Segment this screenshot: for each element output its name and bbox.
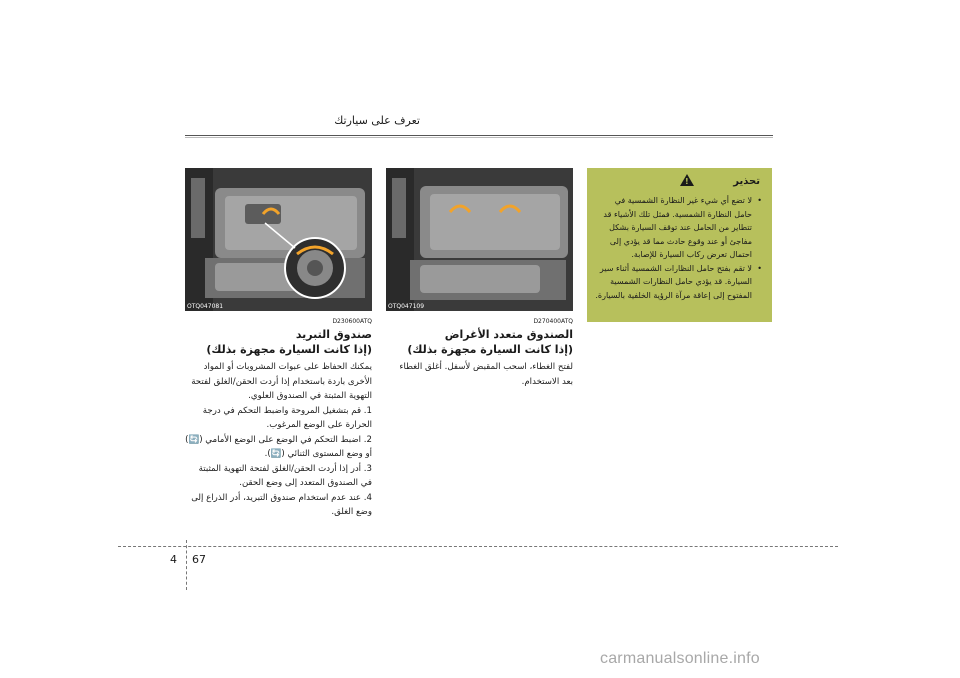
header-rule xyxy=(185,135,773,136)
cooling-box-step: 4. عند عدم استخدام صندوق التبريد، أدر الذراع إلى وضع الغلق. xyxy=(191,492,372,517)
watermark: carmanualsonline.info xyxy=(600,650,760,667)
warning-triangle-icon: ! xyxy=(680,174,694,186)
cooling-box-body xyxy=(185,360,372,520)
section-code: D230600ATQ xyxy=(332,318,372,325)
cooling-box-title-line2: (إذا كانت السيارة مجهزة بذلك) xyxy=(206,343,372,356)
caution-bullet: • لا تقم بفتح حامل النظارات الشمسية أثناء سير السيارة. قد يؤدي حامل النظارات الشمسية المفتوح إلى إعاقة مرآة الرؤية الخلفية بالسيارة. xyxy=(595,262,762,303)
chapter-header-title: تعرف على سيارتك xyxy=(334,114,420,127)
multipurpose-box-title-line1: الصندوق متعدد الأغراض xyxy=(444,328,573,341)
cooling-box-photo xyxy=(185,168,372,311)
cooling-box-title-line1: صندوق التبريد xyxy=(295,328,372,341)
chapter-number: 4 xyxy=(170,553,177,566)
cooling-box-title xyxy=(185,327,372,357)
caution-heading: تحذير xyxy=(733,176,760,187)
page-number: 67 xyxy=(192,553,206,566)
multipurpose-box-photo xyxy=(386,168,573,311)
section-code: D270400ATQ xyxy=(533,318,573,325)
photo-code-label: OTQ047081 xyxy=(187,303,224,310)
cooling-box-step: 2. اضبط التحكم في الوضع على الوضع الأمامي (🔄) أو وضع المستوى الثنائي (🔄). xyxy=(185,434,372,459)
cooling-box-step: 1. قم بتشغيل المروحة واضبط التحكم في درجة الحرارة على الوضع المرغوب. xyxy=(202,405,372,430)
multipurpose-box-illustration xyxy=(386,168,573,311)
cooling-box-intro: يمكنك الحفاظ على عبوات المشروبات أو المواد الأخرى باردة باستخدام إذا أردت الحقن/الغلق لفتحة التهوية المثبتة في الصندوق العلوي. xyxy=(191,362,372,401)
cooling-box-steps xyxy=(185,404,372,520)
multipurpose-box-body: لفتح الغطاء، اسحب المقبض لأسفل. أغلق الغطاء بعد الاستخدام. xyxy=(399,362,573,387)
multipurpose-box-title xyxy=(386,327,573,357)
caution-box xyxy=(587,168,772,322)
caution-bullet: • لا تضع أي شيء غير النظارة الشمسية في حامل النظارة الشمسية. فمثل تلك الأشياء قد تتطاير من الحامل عند توقف السيارة بشكل مفاجئ أو عند وقوع حادث مما قد يؤدي إلى احتمال تعرض ركاب السيارة للإصابة. xyxy=(595,194,762,262)
header-rule-thin xyxy=(185,137,773,138)
caution-body xyxy=(595,194,762,302)
cooling-box-illustration xyxy=(185,168,372,311)
multipurpose-box-title-line2: (إذا كانت السيارة مجهزة بذلك) xyxy=(407,343,573,356)
cooling-box-step: 3. أدر إذا أردت الحقن/الغلق لفتحة التهوية المثبتة في الصندوق المتعدد إلى وضع الحقن. xyxy=(198,463,372,488)
footer-vertical-rule xyxy=(186,540,187,590)
photo-code-label: OTQ047109 xyxy=(388,303,425,310)
footer-dashed-rule xyxy=(118,546,838,547)
